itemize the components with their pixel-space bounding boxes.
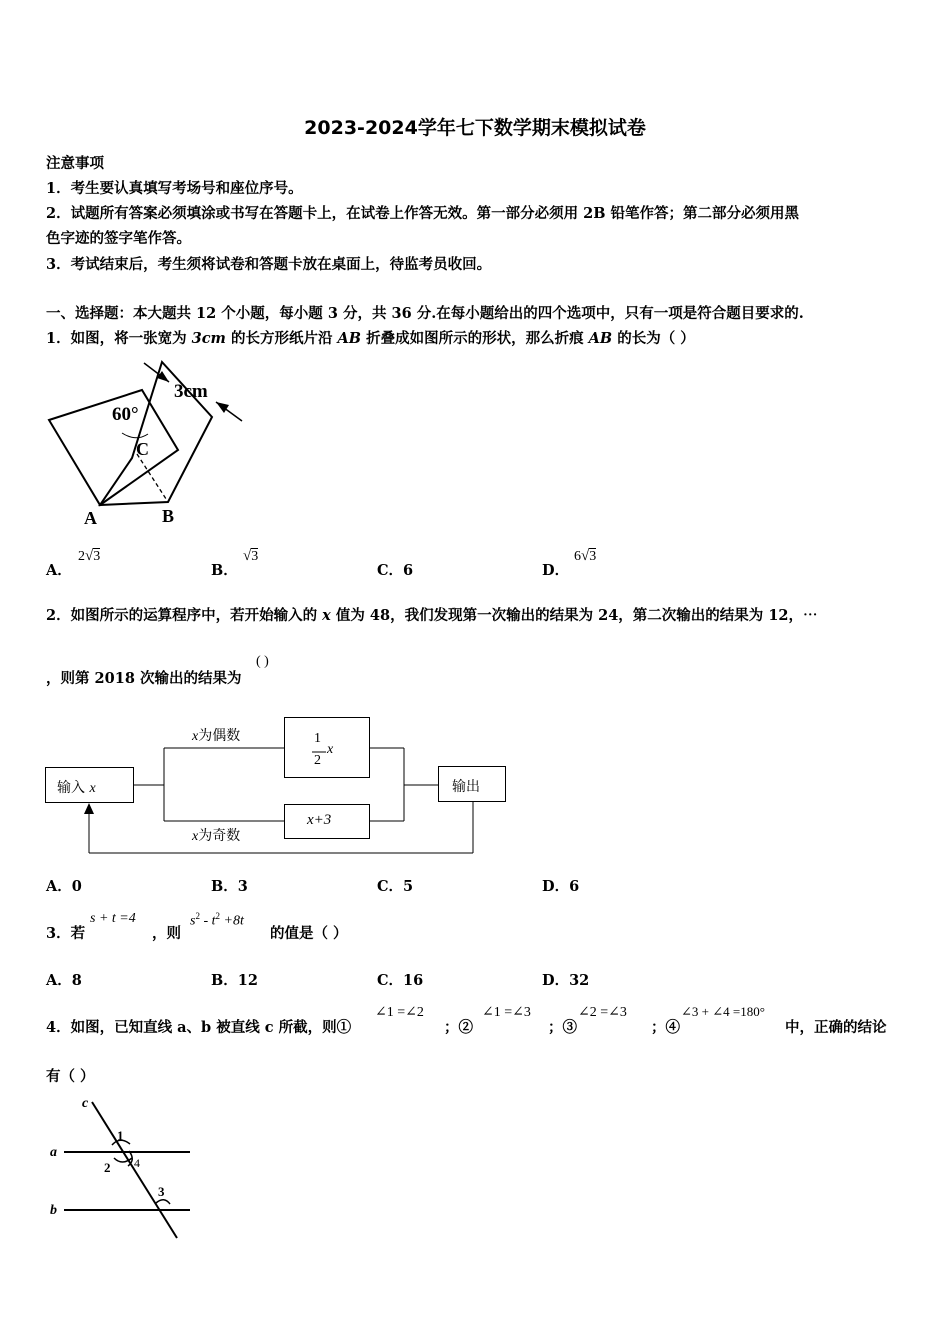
- fig1-width-label: 3cm: [174, 381, 208, 402]
- question-4-text-cont: 有（ ）: [46, 1068, 95, 1085]
- notice-item-1: 1．考生要认真填写考场号和座位序号。: [46, 180, 303, 197]
- question-2-flowchart: [44, 715, 514, 860]
- flow-half-num: 1: [314, 731, 321, 746]
- q1-option-a-value: 2√3: [78, 548, 101, 564]
- q2-option-a[interactable]: A．0: [46, 878, 82, 895]
- question-4-prefix: 4．如图，已知直线 a、b 被直线 c 所截，则①: [46, 1019, 352, 1036]
- q1-option-b-value: √3: [243, 548, 259, 564]
- fig1-point-b: B: [162, 506, 175, 526]
- fig4-angle-1: 1: [117, 1128, 124, 1143]
- question-3-mid: ，则: [152, 925, 181, 942]
- question-1-figure: [44, 360, 254, 530]
- fig1-angle-label: 60°: [112, 404, 139, 425]
- fig4-angle-2: 2: [104, 1160, 111, 1175]
- section-heading: 一、选择题：本大题共 12 个小题，每小题 3 分，共 36 分.在每小题给出的四个选项中，只有一项是符合题目要求的.: [46, 305, 804, 322]
- fig1-point-a: A: [84, 508, 97, 528]
- notice-item-3: 3．考试结束后，考生须将试卷和答题卡放在桌面上，待监考员收回。: [46, 256, 492, 273]
- fig4-line-a: a: [50, 1145, 57, 1160]
- flow-output-box: 输出: [452, 779, 480, 795]
- q4-statement-1: ∠1 =∠2: [375, 1005, 424, 1020]
- question-1-text: 1．如图，将一张宽为 3cm 的长方形纸片沿 AB 折叠成如图所示的形状，那么折痕 AB 的长为（ ）: [46, 330, 695, 347]
- q2-option-b[interactable]: B．3: [211, 878, 248, 895]
- q2-option-d[interactable]: D．6: [542, 878, 580, 895]
- q4-statement-3: ∠2 =∠3: [578, 1005, 627, 1020]
- q1-option-b[interactable]: B．: [211, 562, 238, 579]
- question-2-text-cont: ，则第 2018 次输出的结果为: [46, 670, 242, 687]
- q3-option-a[interactable]: A．8: [46, 972, 82, 989]
- q1-option-a[interactable]: A．: [46, 562, 72, 579]
- flow-odd-label: x为奇数: [192, 828, 241, 844]
- q4-statement-2: ∠1 =∠3: [482, 1005, 531, 1020]
- q4-sep-4: ；④: [651, 1019, 680, 1036]
- q4-sep-2: ；②: [444, 1019, 473, 1036]
- fig4-line-b: b: [50, 1203, 57, 1218]
- fig4-angle-3: 3: [158, 1184, 165, 1199]
- fig4-line-c: c: [82, 1096, 89, 1111]
- q4-sep-3: ；③: [548, 1019, 577, 1036]
- flow-half-var: x: [327, 742, 334, 757]
- flow-plus-expr: x+3: [307, 812, 332, 828]
- q2-option-c[interactable]: C．5: [377, 878, 414, 895]
- question-2-paren: ( ): [256, 654, 269, 669]
- notice-item-2-cont: 色字迹的签字笔作答。: [46, 230, 191, 247]
- flow-input-box: 输入 x: [57, 780, 96, 796]
- flow-half-den: 2: [314, 753, 321, 768]
- fig4-angle-4: 4: [134, 1156, 140, 1170]
- fig1-point-c: C: [136, 439, 149, 459]
- page-title: 2023-2024学年七下数学期末模拟试卷: [304, 117, 646, 139]
- question-3-expression: $s^2 - t^2 +8t$: [190, 911, 244, 929]
- q3-option-b[interactable]: B．12: [211, 972, 258, 989]
- q1-option-d[interactable]: D．: [542, 562, 570, 579]
- notice-item-2: 2．试题所有答案必须填涂或书写在答题卡上，在试卷上作答无效。第一部分必须用 2B 铅笔作答；第二部分必须用黑: [46, 205, 800, 222]
- question-4-figure: [44, 1092, 204, 1247]
- question-3-suffix: 的值是（ ）: [270, 925, 348, 942]
- question-2-text: 2．如图所示的运算程序中，若开始输入的 x 值为 48，我们发现第一次输出的结果为 24，第二次输出的结果为 12，⋯: [46, 607, 818, 624]
- q1-option-c[interactable]: C．6: [377, 562, 414, 579]
- notice-heading: 注意事项: [46, 155, 104, 172]
- question-4-suffix: 中，正确的结论: [785, 1019, 887, 1036]
- flow-even-label: x为偶数: [192, 728, 241, 744]
- question-3-prefix: 3．若: [46, 925, 86, 942]
- q4-statement-4: ∠3 + ∠4 =180°: [681, 1004, 765, 1019]
- question-3-condition: s + t =4: [90, 911, 136, 926]
- q3-option-c[interactable]: C．16: [377, 972, 424, 989]
- q1-option-d-value: 6√3: [574, 548, 597, 564]
- q3-option-d[interactable]: D．32: [542, 972, 590, 989]
